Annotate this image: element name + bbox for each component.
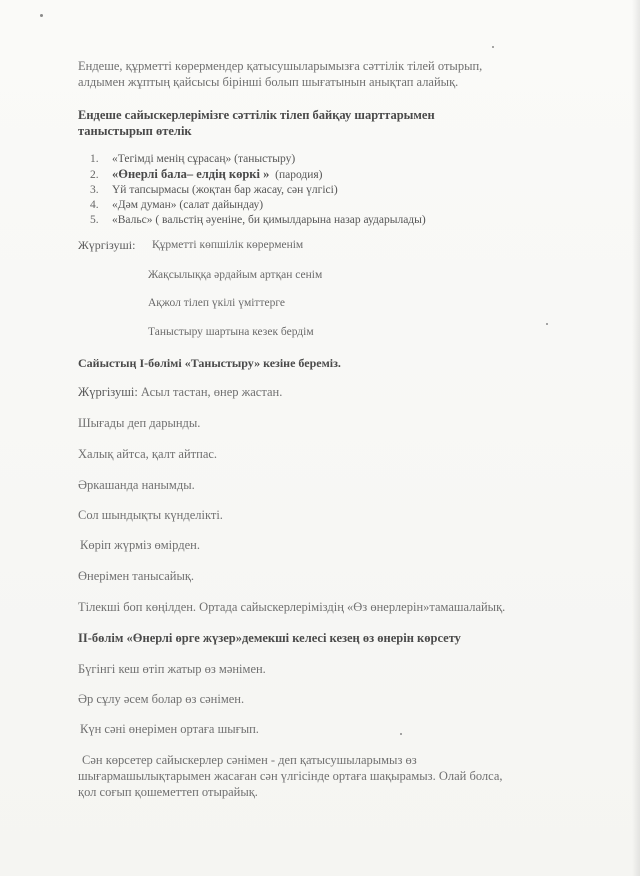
host-label: Жүргізуші: <box>78 238 136 252</box>
poem2-line-5: Көріп жүрміз өмірден. <box>80 538 200 552</box>
poem3-line-1: Бүгінгі кеш өтіп жатыр өз мәнімен. <box>78 662 266 676</box>
poem1-line-1: Құрметті көпшілік көрерменім <box>152 239 304 251</box>
poem2-line-7: Тілекші боп көңілден. Ортада сайыскерлеріміздің «Өз өнерлерін»тамашалайық. <box>78 600 506 614</box>
host-label-2: Жүргізуші: <box>78 385 138 399</box>
poem3-line-3: Күн сәні өнерімен ортаға шығып. <box>80 722 259 736</box>
scan-speck <box>40 14 43 17</box>
closing-line-2: шығармашылықтарымен жасаған сән үлгісінде ортаға шақырамыз. Олай болса, <box>78 769 503 783</box>
list-text: «Дәм думан» (салат дайындау) <box>112 199 264 211</box>
closing-line-3: қол соғып қошеметтеп отырайық. <box>78 785 258 799</box>
poem3-line-2: Әр сұлу әсем болар өз сәнімен. <box>78 692 245 706</box>
scan-speck <box>492 46 494 48</box>
intro-line-1: Ендеше, құрметті көрермендер қатысушыларымызға сәттілік тілей отырып, <box>78 59 483 73</box>
scan-speck <box>546 323 548 325</box>
heading-line-2: таныстырып өтелік <box>78 124 192 138</box>
poem2-first-text: Асыл тастан, өнер жастан. <box>140 385 283 399</box>
list-number: 1. <box>90 153 99 165</box>
list-text: «Вальс» ( вальстің әуеніне, би қимылдарына назар аударылады) <box>112 214 426 226</box>
list-text-extra: (пародия) <box>275 169 323 181</box>
poem1-line-4: Таныстыру шартына кезек бердім <box>148 326 314 338</box>
scan-speck <box>400 733 402 735</box>
poem2-line-2: Халық айтса, қалт айтпас. <box>78 447 218 461</box>
list-number: 4. <box>90 199 99 211</box>
list-text: Үй тапсырмасы (жоқтан бар жасау, сән үлгісі) <box>112 184 338 196</box>
intro-line-2: алдымен жұптың қайсысы бірінші болып шығатынын анықтап алайық. <box>78 75 459 89</box>
poem1-line-2: Жақсылыққа әрдайым артқан сенім <box>148 269 323 281</box>
poem1-line-3: Ақжол тілеп үкілі үміттерге <box>148 297 285 309</box>
list-item <box>90 152 426 167</box>
list-number: 2. <box>90 169 99 181</box>
list-text: «Өнерлі бала– елдің көркі » <box>112 167 270 181</box>
list-number: 3. <box>90 184 99 196</box>
poem2-line-3: Әркашанда нанымды. <box>78 478 195 492</box>
poem2-first-line <box>78 384 282 400</box>
list-item <box>90 213 426 228</box>
part1-title: Сайыстың І-бөлімі «Таныстыру» кезіне береміз. <box>78 356 341 370</box>
closing-line-1: Сән көрсетер сайыскерлер сәнімен - деп қатысушыларымыз өз <box>82 753 417 767</box>
list-item <box>90 167 426 183</box>
poem2-line-4: Сол шындықты күнделікті. <box>78 508 223 522</box>
poem2-line-1: Шығады деп дарынды. <box>78 416 201 430</box>
part2-title: ІІ-бөлім «Өнерлі өрге жүзер»демекші келесі кезең өз өнерін көрсету <box>78 631 461 645</box>
list-item <box>90 198 426 213</box>
rounds-list <box>90 152 426 228</box>
list-number: 5. <box>90 214 99 226</box>
poem2-line-6: Өнерімен танысайық. <box>78 569 195 583</box>
list-text: «Тегімді менің сұрасаң» (таныстыру) <box>112 153 296 165</box>
scan-edge-shadow <box>632 0 640 876</box>
list-item <box>90 183 426 198</box>
heading-line-1: Ендеше сайыскерлерімізге сәттілік тілеп байқау шарттарымен <box>78 108 435 122</box>
